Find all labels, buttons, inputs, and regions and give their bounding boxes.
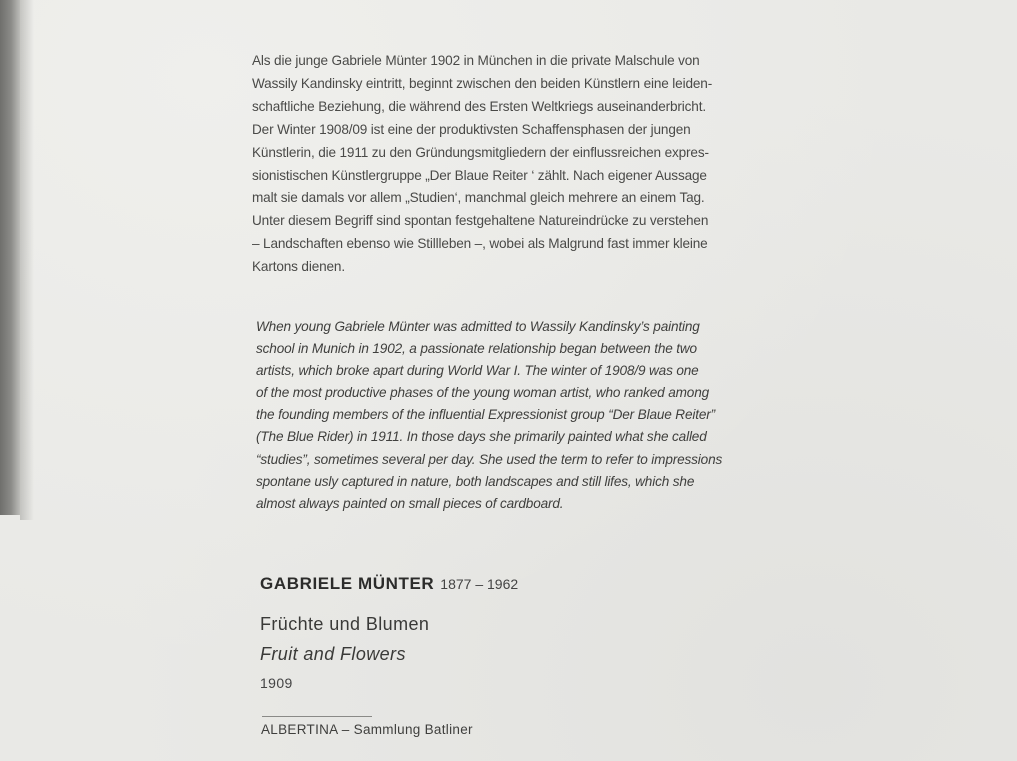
artist-years: 1877 – 1962 <box>440 576 519 592</box>
german-line: Als die junge Gabriele Münter 1902 in München in die private Malschule von <box>252 53 700 68</box>
english-line: school in Munich in 1902, a passionate relationship began between the two <box>256 341 697 357</box>
german-line: Kartons dienen. <box>252 259 345 275</box>
english-line: almost always painted on small pieces of cardboard. <box>256 495 564 511</box>
english-line: “studies”, sometimes several per day. She used the term to refer to impressions <box>256 451 723 467</box>
german-line: malt sie damals vor allem „Studien‘, manchmal gleich mehrere an einem Tag. <box>252 190 705 206</box>
english-line: (The Blue Rider) in 1911. In those days she primarily painted what she called <box>256 429 707 445</box>
artist-name: GABRIELE MÜNTER <box>260 574 435 593</box>
artwork-title-german: Früchte und Blumen <box>260 614 430 634</box>
collection-credit: ALBERTINA – Sammlung Batliner <box>261 722 473 737</box>
english-description <box>256 316 756 515</box>
german-line: Wassily Kandinsky eintritt, beginnt zwischen den beiden Künstlern eine leiden- <box>252 75 713 91</box>
german-line: Der Winter 1908/09 ist eine der produktivsten Schaffensphasen der jungen <box>252 121 691 137</box>
artwork-title-english: Fruit and Flowers <box>260 644 406 664</box>
frame-shadow <box>20 0 34 520</box>
divider-line <box>262 716 372 717</box>
artist-heading <box>260 574 518 594</box>
german-line: Künstlerin, die 1911 zu den Gründungsmitgliedern der einflussreichen expres- <box>252 144 709 160</box>
english-line: of the most productive phases of the young woman artist, who ranked among <box>256 385 710 401</box>
artwork-year: 1909 <box>260 675 293 691</box>
german-line: Unter diesem Begriff sind spontan festgehaltene Natureindrücke zu verstehen <box>252 213 709 229</box>
german-line: – Landschaften ebenso wie Stillleben –, wobei als Malgrund fast immer kleine <box>252 236 708 252</box>
english-line: spontane usly captured in nature, both landscapes and still lifes, which she <box>256 473 695 489</box>
german-line: schaftliche Beziehung, die während des Ersten Weltkriegs auseinanderbricht. <box>252 98 706 114</box>
english-line: When young Gabriele Münter was admitted to Wassily Kandinsky’s painting <box>256 319 700 334</box>
german-description <box>252 50 752 279</box>
english-line: the founding members of the influential Expressionist group “Der Blaue Reiter” <box>256 407 716 423</box>
picture-frame-edge <box>0 0 20 515</box>
german-line: sionistischen Künstlergruppe „Der Blaue Reiter ‘ zählt. Nach eigener Aussage <box>252 167 707 183</box>
english-line: artists, which broke apart during World War I. The winter of 1908/9 was one <box>256 363 699 379</box>
